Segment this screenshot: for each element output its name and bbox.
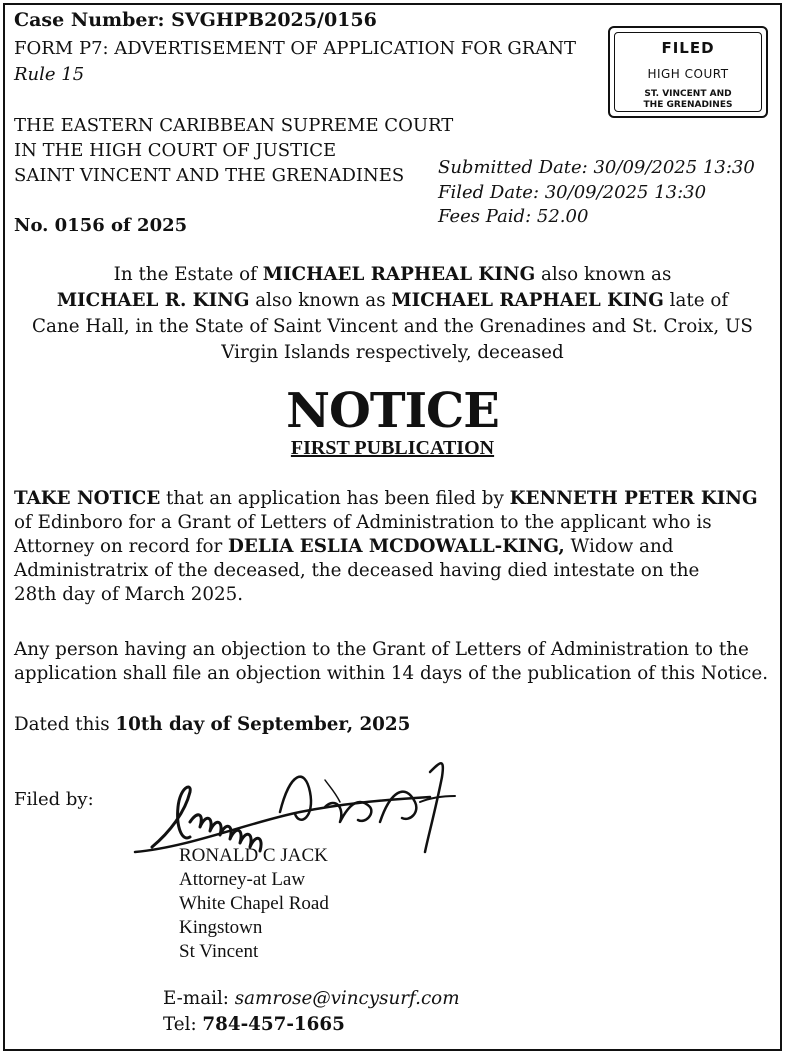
paragraph-line — [14, 487, 779, 511]
estate-text: late of — [663, 290, 729, 311]
tel-label: Tel: — [163, 1014, 203, 1035]
rule-reference: Rule 15 — [14, 64, 85, 85]
estate-text: also known as — [249, 290, 392, 311]
notice-title: NOTICE — [286, 383, 499, 439]
filed-by-label: Filed by: — [14, 789, 94, 810]
submitted-date: Submitted Date: 30/09/2025 13:30 — [438, 157, 755, 178]
tel-line — [163, 1014, 345, 1035]
dated-line — [14, 713, 779, 737]
fees-paid: Fees Paid: 52.00 — [438, 206, 589, 227]
estate-text: also known as — [535, 264, 672, 285]
deceased-alias-1: MICHAEL R. KING — [56, 290, 250, 311]
attorney-city: Kingstown — [179, 917, 263, 938]
dated-date: 10th day of September, 2025 — [115, 714, 411, 735]
form-title: FORM P7: ADVERTISEMENT OF APPLICATION FOR GRANT — [14, 38, 577, 59]
attorney-street: White Chapel Road — [179, 893, 329, 914]
paragraph-line: Administratrix of the deceased, the deceased having died intestate on the — [14, 560, 700, 581]
paragraph-line — [14, 535, 779, 559]
filed-stamp — [608, 26, 768, 118]
case-no: No. 0156 of 2025 — [14, 215, 188, 236]
court-jurisdiction: SAINT VINCENT AND THE GRENADINES — [14, 165, 405, 186]
email-address[interactable]: samrose@vincysurf.com — [234, 988, 460, 1009]
stamp-location — [615, 89, 761, 111]
stamp-location-line1: ST. VINCENT AND — [644, 89, 732, 99]
deceased-name: MICHAEL RAPHEAL KING — [262, 264, 536, 285]
case-number: Case Number: SVGHPB2025/0156 — [14, 9, 377, 31]
stamp-court: HIGH COURT — [647, 67, 729, 81]
paragraph-text: that an application has been filed by — [160, 488, 510, 509]
estate-line-3: Cane Hall, in the State of Saint Vincent and the Grenadines and St. Croix, US — [32, 316, 753, 337]
attorney-name: RONALD C JACK — [179, 845, 328, 866]
tel-number: 784-457-1665 — [202, 1014, 345, 1035]
widow-name: DELIA ESLIA MCDOWALL-KING, — [228, 536, 565, 557]
stamp-location-line2: THE GRENADINES — [643, 100, 733, 110]
stamp-filed: FILED — [661, 39, 715, 57]
objection-paragraph — [14, 638, 779, 686]
attorney-island: St Vincent — [179, 941, 259, 962]
paragraph-line: Any person having an objection to the Grant of Letters of Administration to the — [14, 639, 749, 660]
estate-text: In the Estate of — [113, 264, 263, 285]
email-label: E-mail: — [163, 988, 235, 1009]
dated-prefix: Dated this — [14, 714, 116, 735]
estate-line-4: Virgin Islands respectively, deceased — [221, 342, 564, 363]
estate-heading — [14, 262, 771, 366]
paragraph-line: of Edinboro for a Grant of Letters of Administration to the applicant who is — [14, 512, 712, 533]
applicant-name: KENNETH PETER KING — [509, 488, 758, 509]
deceased-alias-2: MICHAEL RAPHAEL KING — [391, 290, 664, 311]
court-name: THE EASTERN CARIBBEAN SUPREME COURT — [14, 115, 454, 136]
notice-paragraph — [14, 487, 779, 607]
attorney-title: Attorney-at Law — [179, 869, 306, 890]
paragraph-line: 28th day of March 2025. — [14, 584, 244, 605]
estate-line-1 — [14, 262, 771, 288]
first-publication: FIRST PUBLICATION — [290, 437, 495, 459]
email-line — [163, 988, 460, 1009]
estate-line-2 — [14, 288, 771, 314]
take-notice: TAKE NOTICE — [14, 488, 161, 509]
paragraph-line: application shall file an objection within 14 days of the publication of this Notice. — [14, 663, 769, 684]
filed-date: Filed Date: 30/09/2025 13:30 — [438, 182, 707, 203]
paragraph-text: Widow and — [564, 536, 674, 557]
court-division: IN THE HIGH COURT OF JUSTICE — [14, 140, 337, 161]
paragraph-text: Attorney on record for — [14, 536, 229, 557]
